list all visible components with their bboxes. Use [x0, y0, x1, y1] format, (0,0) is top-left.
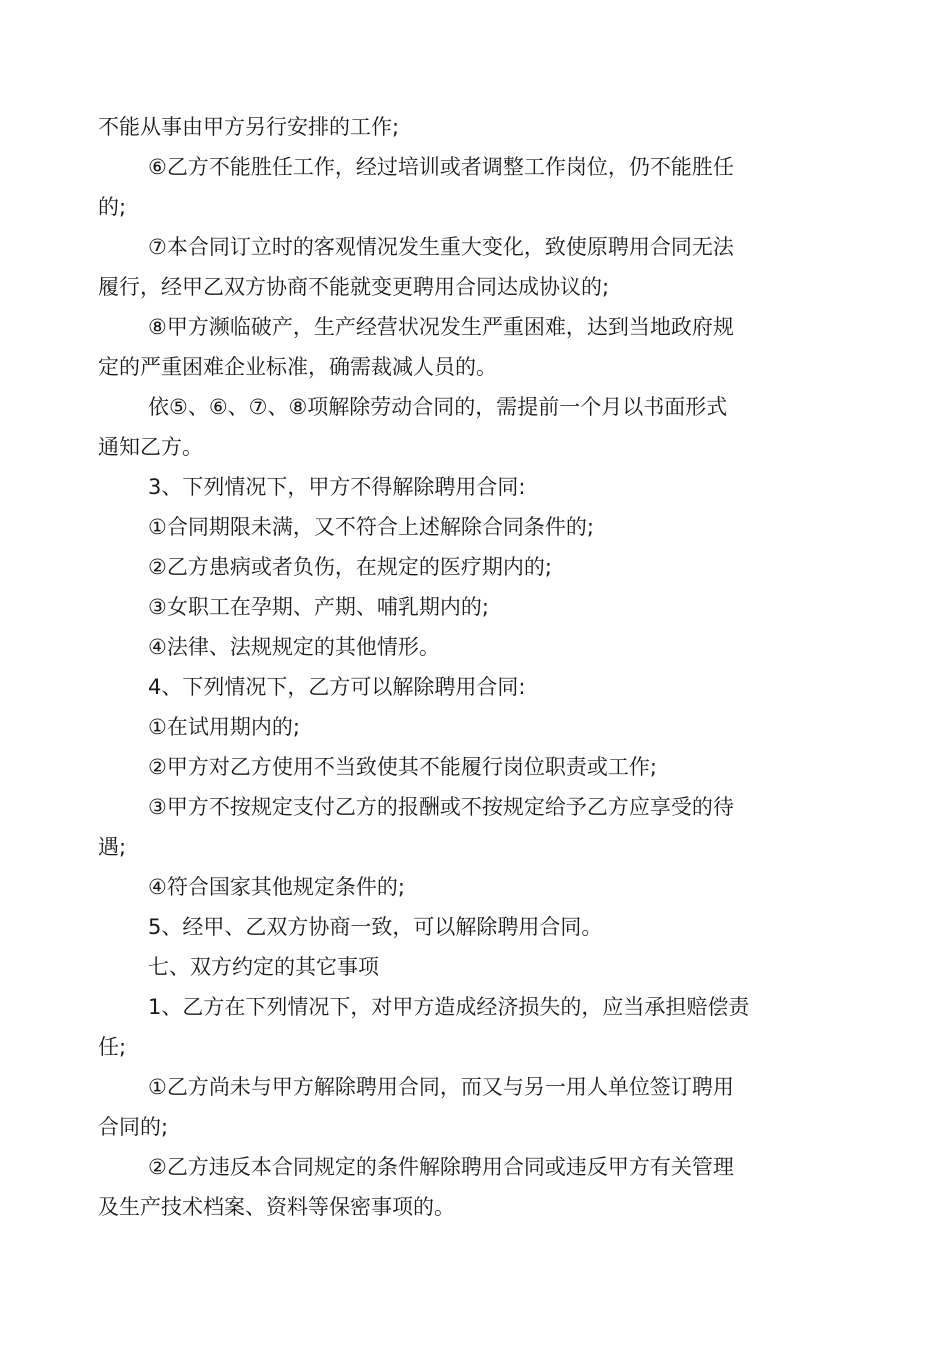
text-line: 不能从事由甲方另行安排的工作;: [98, 115, 400, 139]
text-line: 1、乙方在下列情况下，对甲方造成经济损失的，应当承担赔偿责: [148, 995, 750, 1019]
text-line: ②甲方对乙方使用不当致使其不能履行岗位职责或工作;: [148, 755, 657, 779]
text-line: ②乙方违反本合同规定的条件解除聘用合同或违反甲方有关管理: [148, 1155, 734, 1179]
text-line: 依⑤、⑥、⑦、⑧项解除劳动合同的，需提前一个月以书面形式: [148, 395, 728, 419]
text-line: 的;: [98, 195, 127, 219]
text-line: 定的严重困难企业标准，确需裁减人员的。: [98, 355, 497, 379]
text-line: ①乙方尚未与甲方解除聘用合同，而又与另一用人单位签订聘用: [148, 1075, 734, 1099]
text-line: 通知乙方。: [98, 435, 203, 459]
document-body: [98, 107, 818, 1227]
text-line: ④法律、法规规定的其他情形。: [148, 635, 440, 659]
section-heading: 七、双方约定的其它事项: [148, 955, 379, 979]
text-line: 任;: [98, 1035, 127, 1059]
text-line: 5、经甲、乙双方协商一致，可以解除聘用合同。: [148, 915, 603, 939]
text-line: ⑥乙方不能胜任工作，经过培训或者调整工作岗位，仍不能胜任: [148, 155, 734, 179]
text-line: 3、下列情况下，甲方不得解除聘用合同:: [148, 475, 526, 499]
text-line: ①在试用期内的;: [148, 715, 300, 739]
text-line: ③甲方不按规定支付乙方的报酬或不按规定给予乙方应享受的待: [148, 795, 734, 819]
text-line: ③女职工在孕期、产期、哺乳期内的;: [148, 595, 489, 619]
text-line: ⑧甲方濒临破产，生产经营状况发生严重困难，达到当地政府规: [148, 315, 734, 339]
text-line: 及生产技术档案、资料等保密事项的。: [98, 1195, 455, 1219]
text-line: 合同的;: [98, 1115, 169, 1139]
text-line: ⑦本合同订立时的客观情况发生重大变化，致使原聘用合同无法: [148, 235, 734, 259]
text-line: ②乙方患病或者负伤，在规定的医疗期内的;: [148, 555, 552, 579]
text-line: ①合同期限未满，又不符合上述解除合同条件的;: [148, 515, 594, 539]
text-line: ④符合国家其他规定条件的;: [148, 875, 405, 899]
text-line: 4、下列情况下，乙方可以解除聘用合同:: [148, 675, 526, 699]
text-line: 遇;: [98, 835, 127, 859]
text-line: 履行，经甲乙双方协商不能就变更聘用合同达成协议的;: [98, 275, 610, 299]
